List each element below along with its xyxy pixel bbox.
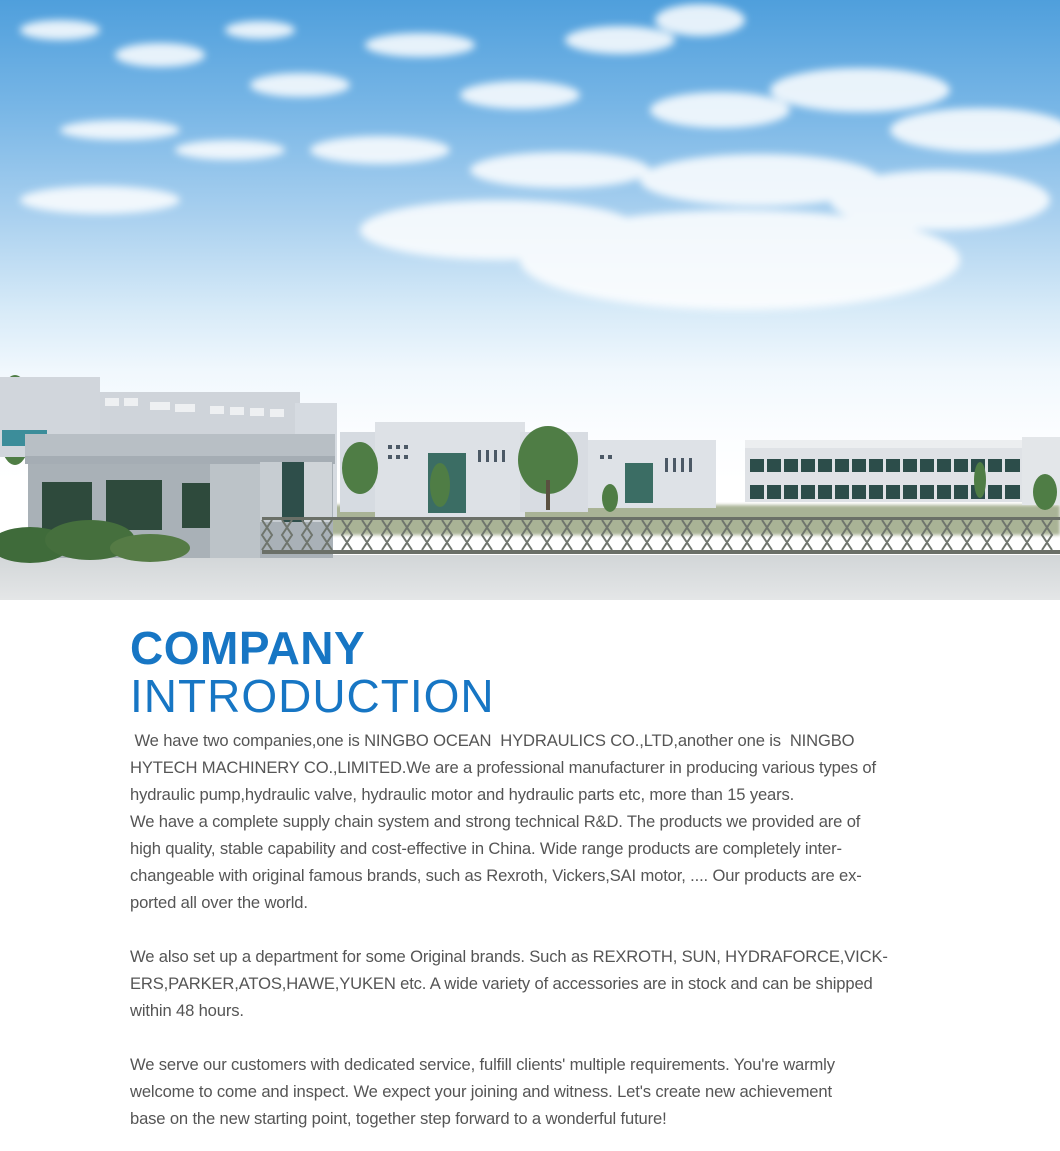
paragraph-line: ERS,PARKER,ATOS,HAWE,YUKEN etc. A wide variety of accessories are in stock and can be shipped	[130, 974, 873, 993]
paragraph-line: high quality, stable capability and cost-effective in China. Wide range products are completely inter-	[130, 839, 842, 858]
building-right	[745, 437, 1060, 505]
paragraph-line: HYTECH MACHINERY CO.,LIMITED.We are a professional manufacturer in producing various types of	[130, 758, 876, 777]
paragraph-line: We also set up a department for some Original brands. Such as REXROTH, SUN, HYDRAFORCE,VICK-	[130, 947, 888, 966]
paragraph-line: We have a complete supply chain system and strong technical R&D. The products we provided are of	[130, 812, 861, 831]
company-intro-heading	[130, 624, 930, 720]
intro-paragraph-1	[130, 727, 930, 916]
paragraph-line: welcome to come and inspect. We expect your joining and witness. Let's create new achievement	[130, 1082, 832, 1101]
building-left	[0, 377, 337, 563]
plaza-ground	[0, 555, 1060, 600]
paragraph-line: changeable with original famous brands, such as Rexroth, Vickers,SAI motor, .... Our products are ex-	[130, 866, 862, 885]
title-company: COMPANY	[130, 622, 366, 674]
paragraph-line: within 48 hours.	[130, 1001, 244, 1020]
title-introduction: INTRODUCTION	[130, 670, 495, 722]
paragraph-line: hydraulic pump,hydraulic valve, hydraulic motor and hydraulic parts etc, more than 15 years.	[130, 785, 795, 804]
paragraph-line: We have two companies,one is NINGBO OCEAN HYDRAULICS CO.,LTD,another one is NINGBO	[130, 731, 855, 750]
intro-paragraph-3	[130, 1051, 930, 1132]
paragraph-line: We serve our customers with dedicated service, fulfill clients' multiple requirements. You're warmly	[130, 1055, 835, 1074]
paragraph-line: base on the new starting point, together step forward to a wonderful future!	[130, 1109, 667, 1128]
clouds	[20, 4, 1060, 310]
paragraph-line: ported all over the world.	[130, 893, 308, 912]
intro-paragraph-2	[130, 943, 930, 1024]
